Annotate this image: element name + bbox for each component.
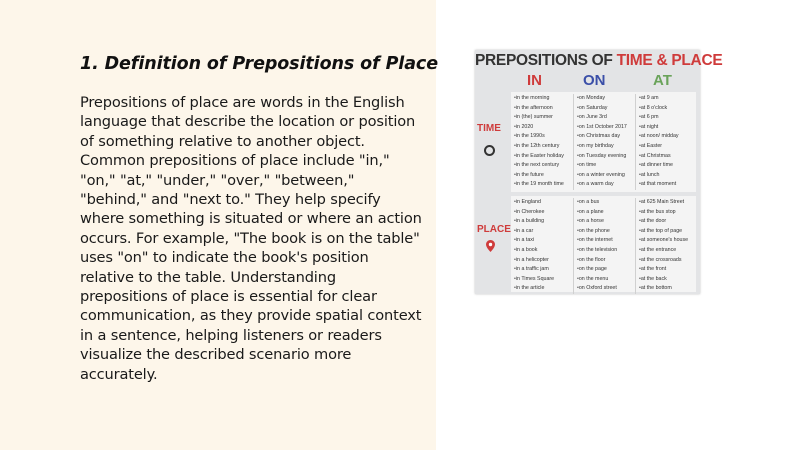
poster-phrase: • in the 1990s — [511, 132, 573, 142]
poster-phrase: • in a book — [511, 246, 573, 256]
poster-phrase: • at dinner time — [636, 161, 698, 171]
column-header-at: AT — [653, 72, 672, 89]
poster-phrase: • on Monday — [574, 94, 636, 104]
poster-phrase: • in a traffic jam — [511, 265, 573, 275]
poster-phrase: • in (the) summer — [511, 113, 573, 123]
poster-phrase: • on a plane — [574, 208, 636, 218]
poster-phrase: • on Tuesday evening — [574, 152, 636, 162]
poster-phrase: • at the crossroads — [636, 256, 698, 266]
poster-phrase: • at the bottom — [636, 284, 698, 294]
poster-phrase: • in the next century — [511, 161, 573, 171]
poster-phrase: • in the 12th century — [511, 142, 573, 152]
poster-phrase: • in 2020 — [511, 123, 573, 133]
time-section — [511, 92, 696, 192]
place-label: PLACE — [477, 224, 511, 235]
poster-phrase: • on June 3rd — [574, 113, 636, 123]
poster-phrase: • at the back — [636, 275, 698, 285]
slide-title: 1. Definition of Prepositions of Place — [80, 54, 438, 74]
poster-phrase: • at 6 pm — [636, 113, 698, 123]
time-at-column — [635, 94, 698, 190]
poster-phrase: • at Easter — [636, 142, 698, 152]
poster-title-part2: TIME & PLACE — [616, 52, 723, 69]
poster-phrase: • on Saturday — [574, 104, 636, 114]
poster-title-part1: PREPOSITIONS OF — [475, 52, 617, 69]
poster-phrase: • in the Easter holiday — [511, 152, 573, 162]
poster-phrase: • on time — [574, 161, 636, 171]
poster-phrase: • at night — [636, 123, 698, 133]
poster-phrase: • at 625 Main Street — [636, 198, 698, 208]
poster-phrase: • on 1st October 2017 — [574, 123, 636, 133]
place-on-column — [573, 198, 636, 294]
place-in-column — [511, 198, 573, 294]
poster-phrase: • on the page — [574, 265, 636, 275]
poster-title — [475, 52, 723, 70]
poster-phrase: • on the phone — [574, 227, 636, 237]
poster-phrase: • on Oxford street — [574, 284, 636, 294]
poster-phrase: • on the internet — [574, 236, 636, 246]
prepositions-poster-image — [475, 50, 723, 294]
poster-phrase: • at that moment — [636, 180, 698, 190]
poster-phrase: • on the floor — [574, 256, 636, 266]
poster-phrase: • on a horse — [574, 217, 636, 227]
time-label: TIME — [477, 123, 501, 134]
poster-phrase: • at someone's house — [636, 236, 698, 246]
place-section — [511, 196, 696, 292]
poster-phrase: • in a helicopter — [511, 256, 573, 266]
poster-phrase: • in Cherokee — [511, 208, 573, 218]
poster-phrase: • in the afternoon — [511, 104, 573, 114]
poster-phrase: • on the menu — [574, 275, 636, 285]
poster-phrase: • at Christmas — [636, 152, 698, 162]
poster-phrase: • at the front — [636, 265, 698, 275]
poster-phrase: • on my birthday — [574, 142, 636, 152]
poster-phrase: • in the 19 month time — [511, 180, 573, 190]
poster-phrase: • at 8 o'clock — [636, 104, 698, 114]
poster-phrase: • in a taxi — [511, 236, 573, 246]
time-in-column — [511, 94, 573, 190]
poster-phrase: • on a winter evening — [574, 171, 636, 181]
place-at-column — [635, 198, 698, 294]
column-header-on: ON — [583, 72, 606, 89]
poster-phrase: • in a car — [511, 227, 573, 237]
poster-phrase: • at noon/ midday — [636, 132, 698, 142]
clock-icon — [484, 145, 495, 156]
poster-phrase: • in a building — [511, 217, 573, 227]
poster-phrase: • in the article — [511, 284, 573, 294]
poster-phrase: • on a bus — [574, 198, 636, 208]
poster-phrase: • on the television — [574, 246, 636, 256]
poster-phrase: • in the morning — [511, 94, 573, 104]
poster-phrase: • at the entrance — [636, 246, 698, 256]
poster-phrase: • in Times Square — [511, 275, 573, 285]
poster-phrase: • at the top of page — [636, 227, 698, 237]
poster-phrase: • at 9 am — [636, 94, 698, 104]
poster-phrase: • on a warm day — [574, 180, 636, 190]
slide-paragraph: Prepositions of place are words in the English language that describe the location or position of something relative to another object. Common prepositions of place include "in," "on," "at," "under," "over," "between," "behind," and "next to." They help specify where something is situated or where an action occurs. For example, "The book is on the table" uses "on" to indicate the book's position relative to the table. Understanding prepositions of place is essential for clear communication, as they provide spatial context in a sentence, helping listeners or readers visualize the described scenario more accurately. — [80, 94, 422, 383]
poster-phrase: • at the door — [636, 217, 698, 227]
poster-phrase: • at lunch — [636, 171, 698, 181]
poster-phrase: • on Christmas day — [574, 132, 636, 142]
poster-phrase: • in England — [511, 198, 573, 208]
poster-phrase: • in the future — [511, 171, 573, 181]
map-pin-icon — [486, 240, 495, 252]
poster-phrase: • at the bus stop — [636, 208, 698, 218]
time-on-column — [573, 94, 636, 190]
column-header-in: IN — [527, 72, 542, 89]
